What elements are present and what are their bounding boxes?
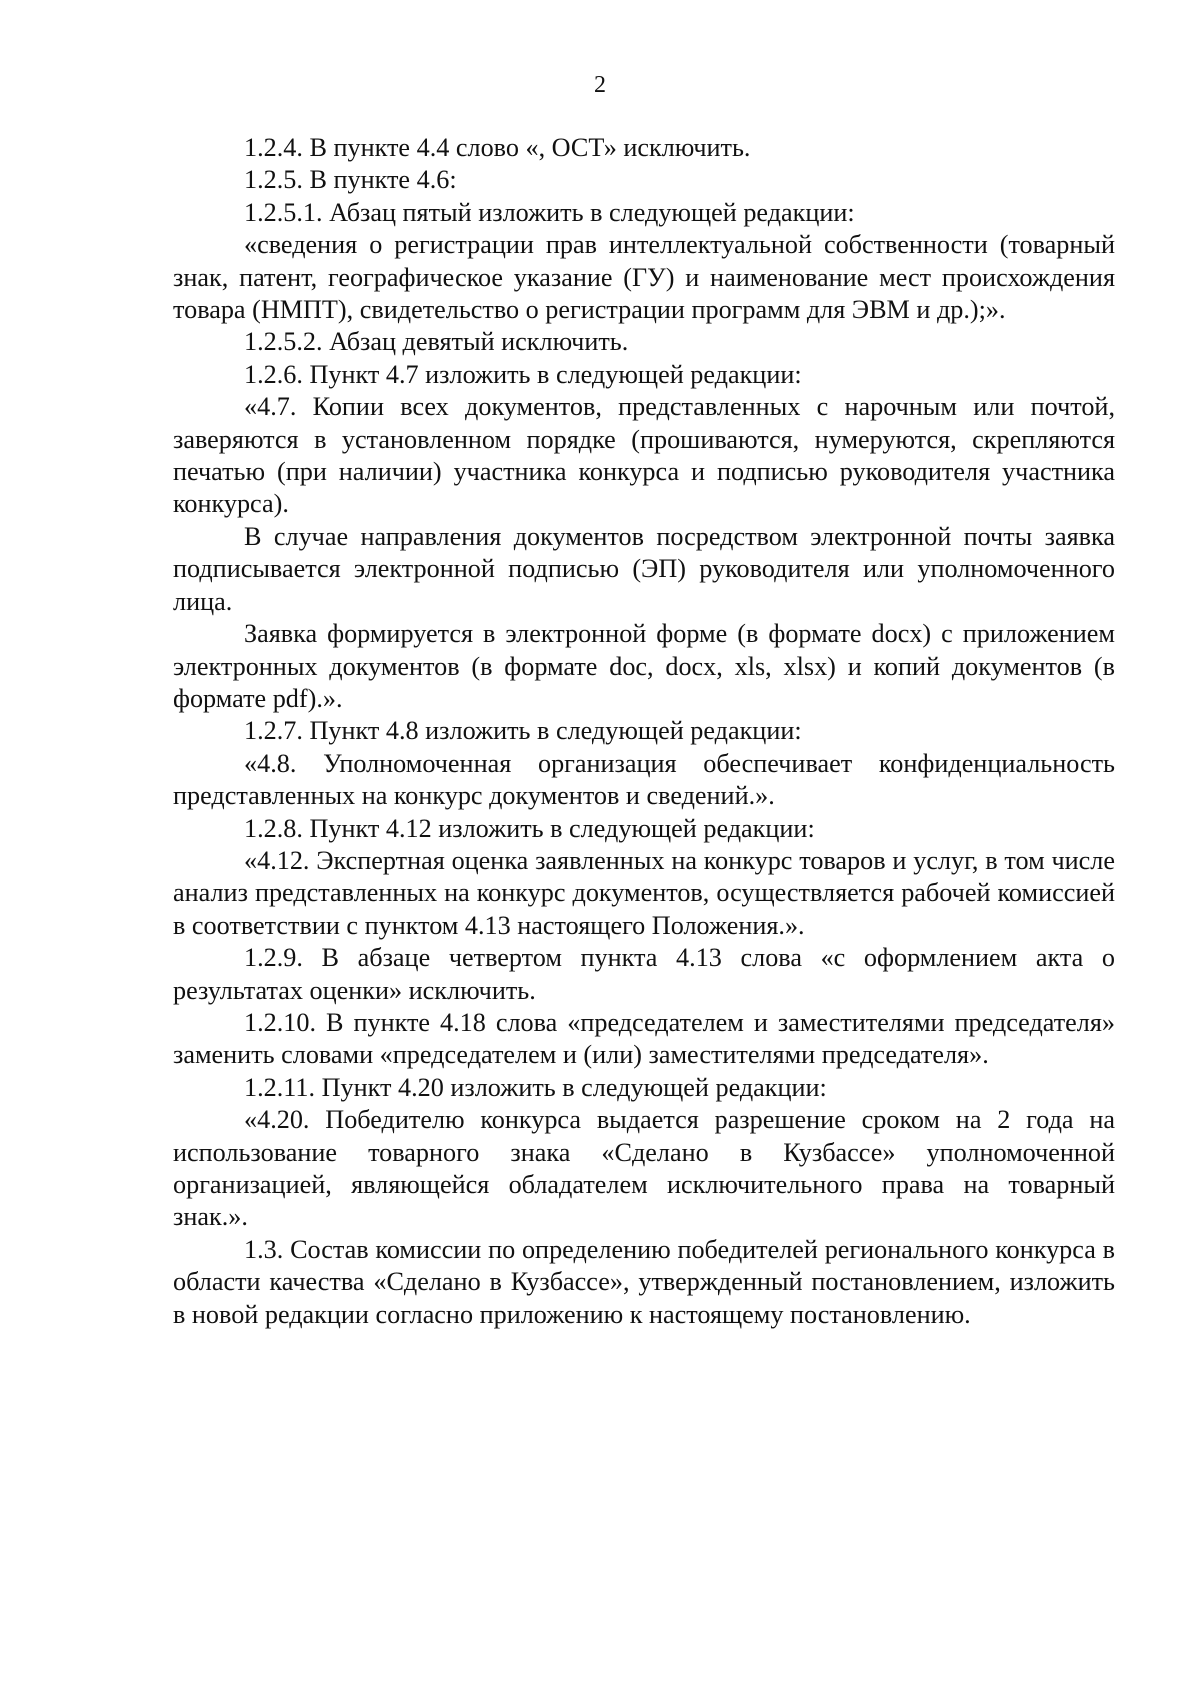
paragraph-application-format: Заявка формируется в электронной форме (в формате docx) с приложением электронных документов (в формате doc, docx, xls, xlsx) и копий документов (в формате pdf).». — [173, 619, 1115, 713]
paragraph-quote-4-7: «4.7. Копии всех документов, представленных с нарочным или почтой, заверяются в установленном порядке (прошиваются, нумеруются, скрепляются печатью (при наличии) участника конкурса и подписью руководителя участника конкурса). — [173, 392, 1115, 519]
paragraph-1-2-5: 1.2.5. В пункте 4.6: — [244, 165, 457, 195]
paragraph-1-2-9: 1.2.9. В абзаце четвертом пункта 4.13 слова «с оформлением акта о результатах оценки» исключить. — [173, 943, 1115, 1005]
paragraph-quote-ip-rights: «сведения о регистрации прав интеллектуальной собственности (товарный знак, патент, географическое указание (ГУ) и наименование мест происхождения товара (НМПТ), свидетельство о регистрации программ для ЭВМ и др.);». — [173, 230, 1115, 325]
paragraph-1-2-10: 1.2.10. В пункте 4.18 слова «председателем и заместителями председателя» заменить словами «председателем и (или) заместителями председателя». — [173, 1007, 1115, 1070]
paragraph-1-2-5-2: 1.2.5.2. Абзац девятый исключить. — [244, 327, 629, 357]
paragraph-1-2-11: 1.2.11. Пункт 4.20 изложить в следующей редакции: — [244, 1072, 827, 1102]
paragraph-quote-4-12: «4.12. Экспертная оценка заявленных на конкурс товаров и услуг, в том числе анализ представленных на конкурс документов, осуществляется рабочей комиссией в соответствии с пунктом 4.13 настоящего Положения.». — [173, 845, 1115, 940]
paragraph-1-2-8: 1.2.8. Пункт 4.12 изложить в следующей редакции: — [244, 813, 815, 843]
document-body — [173, 132, 1115, 1331]
paragraph-quote-4-8: «4.8. Уполномоченная организация обеспечивает конфиденциальность представленных на конкурс документов и сведений.». — [173, 748, 1115, 811]
page-number: 2 — [594, 72, 606, 98]
paragraph-1-2-6: 1.2.6. Пункт 4.7 изложить в следующей редакции: — [244, 359, 802, 389]
paragraph-quote-4-20: «4.20. Победителю конкурса выдается разрешение сроком на 2 года на использование товарного знака «Сделано в Кузбассе» уполномоченной организацией, являющейся обладателем исключительного права на товарный знак.». — [173, 1105, 1115, 1232]
paragraph-1-2-4: 1.2.4. В пункте 4.4 слово «, ОСТ» исключить. — [244, 133, 751, 162]
paragraph-1-2-7: 1.2.7. Пункт 4.8 изложить в следующей редакции: — [244, 716, 802, 746]
paragraph-1-2-5-1: 1.2.5.1. Абзац пятый изложить в следующей редакции: — [244, 197, 855, 227]
paragraph-email-submission: В случае направления документов посредством электронной почты заявка подписывается электронной подписью (ЭП) руководителя или уполномоченного лица. — [173, 521, 1115, 616]
paragraph-1-3: 1.3. Состав комиссии по определению победителей регионального конкурса в области качества «Сделано в Кузбассе», утвержденный постановлением, изложить в новой редакции согласно приложению к настоящему постановлению. — [173, 1234, 1115, 1329]
